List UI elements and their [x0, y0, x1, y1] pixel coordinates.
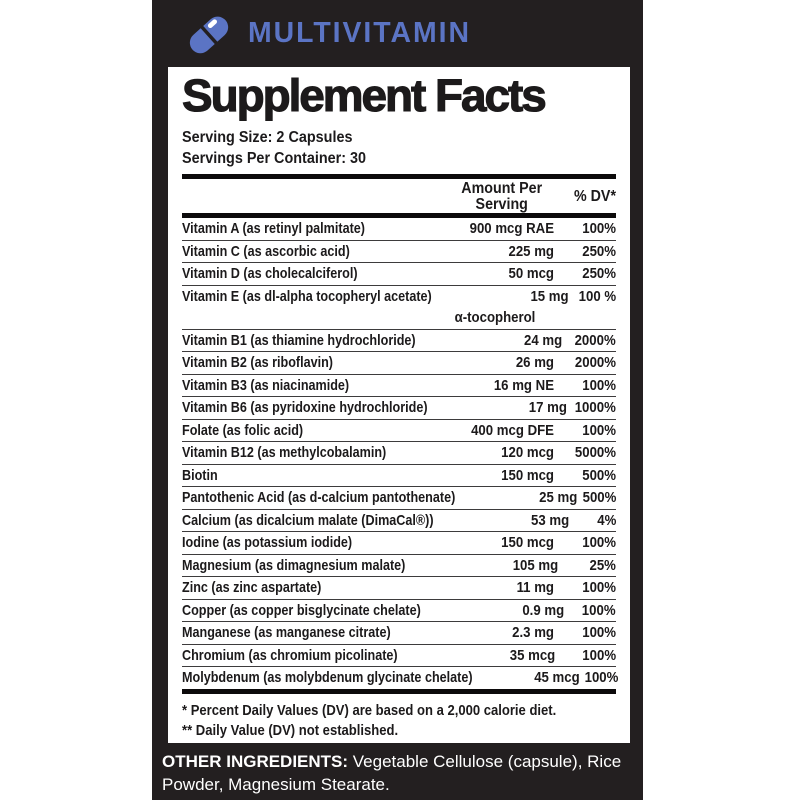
brand-name: MULTIVITAMIN	[248, 17, 471, 49]
nutrient-name: Vitamin B12 (as methylcobalamin)	[182, 444, 387, 462]
table-row	[182, 531, 616, 554]
table-row	[182, 419, 616, 442]
nutrient-dv: 100 %	[578, 287, 616, 305]
footnote-line: * Percent Daily Values (DV) are based on a 2,000 calorie diet.	[182, 702, 557, 719]
nutrient-amount: 11 mg	[516, 579, 554, 597]
table-row	[182, 374, 616, 397]
servings-per-container: Servings Per Container: 30	[182, 150, 367, 167]
nutrient-name: Vitamin E (as dl-alpha tocopheryl acetate)	[182, 287, 432, 305]
nutrient-name: Manganese (as manganese citrate)	[182, 624, 391, 642]
nutrient-amount: 50 mcg	[508, 265, 554, 283]
nutrient-name: Biotin	[182, 466, 218, 484]
nutrient-dv: 100%	[582, 421, 616, 439]
nutrient-dv: 100%	[582, 601, 616, 619]
table-column-header	[182, 179, 616, 213]
nutrient-dv: 100%	[582, 579, 616, 597]
table-row	[182, 307, 616, 329]
nutrient-amount: 120 mcg	[501, 444, 554, 462]
table-row	[182, 329, 616, 352]
nutrient-dv: 1000%	[574, 399, 616, 417]
nutrient-name: Molybdenum (as molybdenum glycinate chelate)	[182, 669, 473, 687]
nutrient-dv: 100%	[582, 534, 616, 552]
nutrient-amount: 105 mg	[512, 556, 559, 574]
nutrient-amount: 45 mcg	[534, 669, 580, 687]
nutrient-amount: 150 mcg	[501, 466, 554, 484]
nutrient-amount: 17 mg	[529, 399, 568, 417]
nutrient-name: Folate (as folic acid)	[182, 421, 304, 439]
other-ingredients-text: Vegetable Cellulose (capsule), Rice Powder, Magnesium Stearate.	[162, 752, 622, 794]
nutrient-dv: 2000%	[574, 331, 616, 349]
nutrient-name: Vitamin B1 (as thiamine hydrochloride)	[182, 331, 416, 349]
nutrient-name: Vitamin B6 (as pyridoxine hydrochloride)	[182, 399, 428, 417]
nutrient-amount: 2.3 mg	[512, 624, 554, 642]
table-row	[182, 644, 616, 667]
serving-info	[182, 127, 616, 169]
nutrient-name: Vitamin B3 (as niacinamide)	[182, 376, 350, 394]
supplement-label	[152, 0, 643, 800]
table-row	[182, 554, 616, 577]
nutrient-amount: 0.9 mg	[522, 601, 565, 619]
nutrient-amount: 400 mcg DFE	[471, 421, 554, 439]
nutrient-name: Vitamin D (as cholecalciferol)	[182, 265, 358, 283]
nutrient-name: Chromium (as chromium picolinate)	[182, 646, 398, 664]
nutrient-dv: 5000%	[574, 444, 616, 462]
footnote-line: ** Daily Value (DV) not established.	[182, 722, 399, 739]
table-row	[182, 240, 616, 263]
nutrient-dv: 25%	[589, 556, 616, 574]
nutrient-name: Vitamin B2 (as riboflavin)	[182, 354, 334, 372]
table-row	[182, 351, 616, 374]
nutrient-amount: 150 mcg	[501, 534, 554, 552]
nutrient-name: Vitamin C (as ascorbic acid)	[182, 242, 350, 260]
nutrient-dv: 2000%	[574, 354, 616, 372]
table-row	[182, 621, 616, 644]
supplement-facts-panel	[168, 67, 630, 743]
nutrient-dv: 100%	[582, 376, 616, 394]
nutrient-dv: 100%	[582, 624, 616, 642]
table-row	[182, 509, 616, 532]
table-row	[182, 486, 616, 509]
table-row	[182, 285, 616, 308]
nutrient-name: Zinc (as zinc aspartate)	[182, 579, 322, 597]
nutrient-amount: 225 mg	[508, 242, 554, 260]
table-row	[182, 464, 616, 487]
nutrient-amount: α-tocopherol	[454, 309, 536, 327]
nutrient-dv: 4%	[596, 511, 616, 529]
table-row	[182, 666, 616, 689]
amount-column-header: Amount Per Serving	[461, 180, 543, 213]
nutrient-name: Iodine (as potassium iodide)	[182, 534, 353, 552]
nutrient-dv: 100%	[582, 220, 616, 238]
nutrient-amount: 15 mg	[530, 287, 569, 305]
nutrient-name: Magnesium (as dimagnesium malate)	[182, 556, 406, 574]
nutrient-dv: 250%	[582, 242, 616, 260]
nutrient-dv: 100%	[584, 669, 618, 687]
nutrient-name: Vitamin A (as retinyl palmitate)	[182, 220, 365, 238]
nutrient-name: Pantothenic Acid (as d-calcium pantothenate)	[182, 489, 456, 507]
nutrient-table	[182, 218, 616, 689]
other-ingredients-label: OTHER INGREDIENTS:	[162, 752, 349, 771]
table-row	[182, 262, 616, 285]
nutrient-amount: 53 mg	[531, 511, 570, 529]
nutrient-amount: 25 mg	[539, 489, 578, 507]
table-row	[182, 218, 616, 240]
nutrient-dv: 500%	[582, 489, 616, 507]
nutrient-name: Copper (as copper bisglycinate chelate)	[182, 601, 421, 619]
nutrient-amount: 900 mcg RAE	[469, 220, 554, 238]
table-row	[182, 396, 616, 419]
nutrient-amount: 35 mcg	[509, 646, 555, 664]
nutrient-amount: 26 mg	[515, 354, 554, 372]
nutrient-amount: 24 mg	[524, 331, 563, 349]
table-row	[182, 599, 616, 622]
nutrient-dv: 500%	[582, 466, 616, 484]
nutrient-dv: 250%	[582, 265, 616, 283]
other-ingredients	[162, 750, 633, 796]
capsule-icon	[184, 8, 234, 60]
nutrient-amount: 16 mg NE	[493, 376, 554, 394]
divider-bar-bottom	[182, 689, 616, 694]
dv-column-header: % DV*	[573, 188, 616, 205]
facts-title: Supplement Facts	[182, 70, 545, 121]
brand-header	[152, 0, 643, 67]
footnotes	[182, 701, 616, 741]
table-row	[182, 576, 616, 599]
table-row	[182, 441, 616, 464]
serving-size: Serving Size: 2 Capsules	[182, 129, 353, 146]
nutrient-name: Calcium (as dicalcium malate (DimaCal®))	[182, 511, 434, 529]
nutrient-dv: 100%	[582, 646, 616, 664]
